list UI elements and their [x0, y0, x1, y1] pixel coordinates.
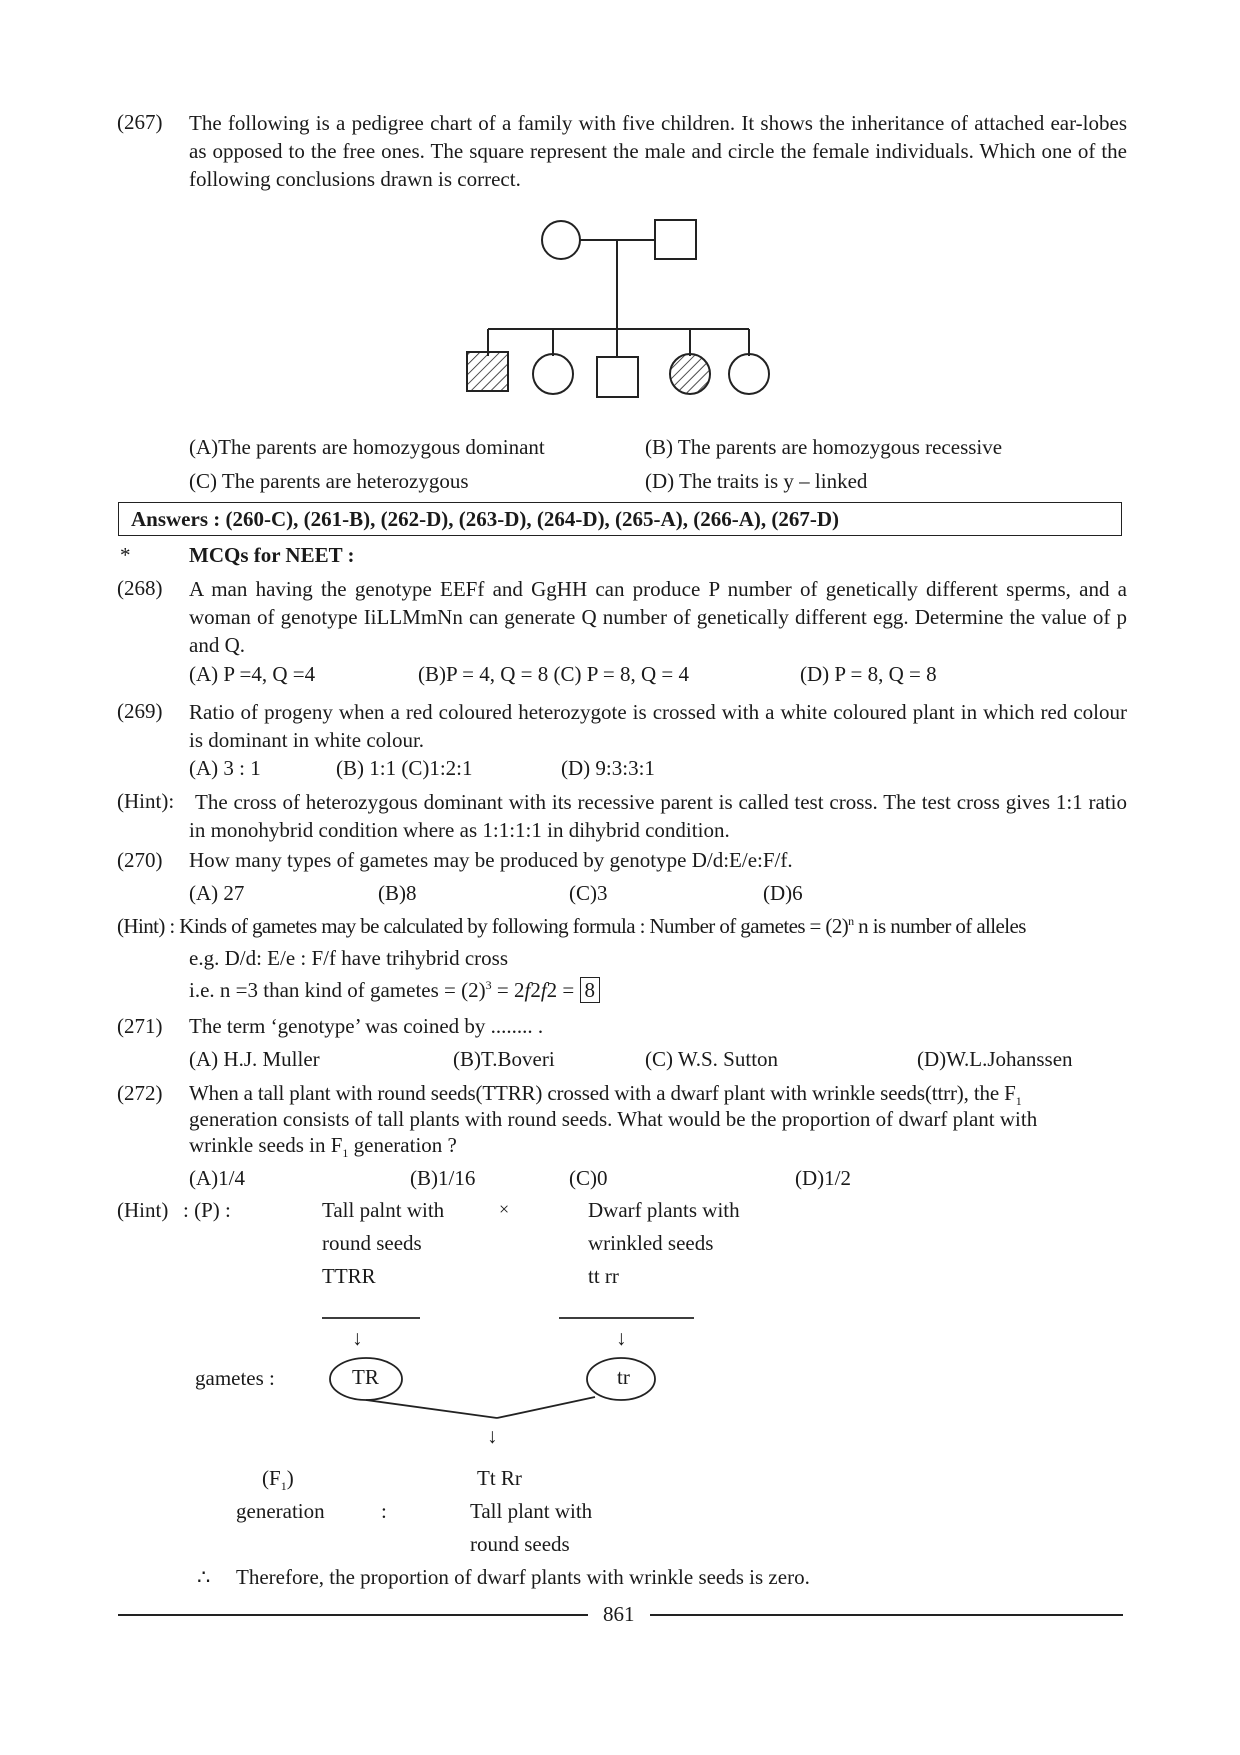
- parent1-line1: Tall palnt with: [322, 1198, 445, 1222]
- option-a: (A) P =4, Q =4: [189, 662, 316, 686]
- option-b: (B)1/16: [410, 1166, 476, 1190]
- f1-label-text: (F: [262, 1466, 281, 1490]
- generation-label: generation: [236, 1499, 325, 1523]
- gametes-label: gametes :: [195, 1366, 275, 1390]
- question-text: The following is a pedigree chart of a family with five children. It shows the inheritance of attached ear-lobes as opposed to the free ones. The square represent the male and circle the female individuals. Which one of the following conclusions drawn is correct.: [189, 111, 1127, 191]
- exponent: n: [848, 914, 854, 928]
- option-d: (D) P = 8, Q = 8: [800, 662, 937, 686]
- f1-phenotype-line1: Tall plant with: [470, 1499, 593, 1523]
- subscript: 1: [342, 1146, 349, 1161]
- parent-generation-label: : (P) :: [183, 1198, 231, 1222]
- hint-calc-f: f: [524, 978, 531, 1002]
- parent1-genotype: TTRR: [322, 1264, 376, 1288]
- option-b-c: (B) 1:1 (C)1:2:1: [336, 756, 473, 780]
- question-text: The term ‘genotype’ was coined by ........ .: [189, 1014, 544, 1038]
- subscript: 1: [280, 1479, 287, 1494]
- parent2-genotype: tt rr: [588, 1264, 619, 1288]
- subscript: 1: [1015, 1094, 1022, 1109]
- question-text: Ratio of progeny when a red coloured heterozygote is crossed with a white coloured plant in which red colour is dominant in white colour.: [189, 700, 1127, 752]
- option-c: (C) The parents are heterozygous: [189, 469, 469, 493]
- option-d: (D)6: [763, 881, 803, 905]
- page-number: 861: [603, 1602, 635, 1626]
- answer-key: Answers : (260-C), (261-B), (262-D), (263-D), (264-D), (265-A), (266-A), (267-D): [131, 507, 839, 531]
- question-number: (267): [117, 110, 163, 134]
- option-c: (C) W.S. Sutton: [645, 1047, 779, 1071]
- option-a: (A) 27: [189, 881, 245, 905]
- question-text: wrinkle seeds in F: [189, 1133, 343, 1157]
- gamete-tr-upper: TR: [352, 1365, 379, 1389]
- hint-text: The cross of heterozygous dominant with its recessive parent is called test cross. The test cross gives 1:1 ratio in monohybrid condition where as 1:1:1:1 in dihybrid condition.: [189, 790, 1127, 842]
- question-line: generation consists of tall plants with round seeds. What would be the proportion of dwarf plant with: [189, 1107, 1038, 1131]
- parent2-line1: Dwarf plants with: [588, 1198, 740, 1222]
- question-number: (268): [117, 576, 163, 600]
- question-text: When a tall plant with round seeds(TTRR) crossed with a dwarf plant with wrinkle seeds(ttrr), the F: [189, 1081, 1016, 1105]
- hint-calc-text: i.e. n =3 than kind of gametes = (2): [189, 978, 486, 1002]
- hint-example: e.g. D/d: E/e : F/f have trihybrid cross: [189, 946, 509, 970]
- conclusion: Therefore, the proportion of dwarf plants with wrinkle seeds is zero.: [236, 1565, 810, 1589]
- down-arrow: ↓: [616, 1326, 627, 1350]
- f1-genotype: Tt Rr: [477, 1466, 522, 1490]
- hint-calc-f: f: [540, 978, 547, 1002]
- option-b: (B)8: [378, 881, 417, 905]
- section-heading: MCQs for NEET :: [189, 543, 355, 567]
- f1-label-close: ): [286, 1466, 294, 1490]
- hint-calc-part: 2 =: [546, 978, 580, 1002]
- question-number: (270): [117, 848, 163, 872]
- question-number: (272): [117, 1081, 163, 1105]
- down-arrow: ↓: [352, 1326, 363, 1350]
- colon: :: [381, 1499, 387, 1523]
- question-text: A man having the genotype EEFf and GgHH can produce P number of genetically different sperms, and a woman of genotype IiLLMmNn can generate Q number of genetically different egg. Determine the value of p and Q.: [189, 577, 1127, 657]
- option-c: (C)3: [569, 881, 608, 905]
- f1-phenotype-line2: round seeds: [470, 1532, 570, 1556]
- question-number: (269): [117, 699, 163, 723]
- hint-label: (Hint): [117, 1198, 169, 1222]
- option-b: (B)T.Boveri: [453, 1047, 555, 1071]
- option-b: (B) The parents are homozygous recessive: [645, 435, 1003, 459]
- bullet-star: *: [120, 543, 131, 567]
- option-c: (C)0: [569, 1166, 608, 1190]
- down-arrow: ↓: [487, 1424, 498, 1448]
- hint-calc-part: = 2: [491, 978, 525, 1002]
- question-text: generation ?: [348, 1133, 457, 1157]
- option-d: (D)1/2: [795, 1166, 851, 1190]
- option-d: (D) 9:3:3:1: [561, 756, 655, 780]
- option-a: (A) H.J. Muller: [189, 1047, 320, 1071]
- f1-label: [262, 1466, 294, 1494]
- option-d: (D) The traits is y – linked: [645, 469, 868, 493]
- exponent: 3: [485, 978, 492, 992]
- footer-rule-right: [650, 1614, 1123, 1616]
- gamete-tr-lower: tr: [617, 1365, 630, 1389]
- parent2-line2: wrinkled seeds: [588, 1231, 714, 1255]
- option-a: (A)The parents are homozygous dominant: [189, 435, 545, 459]
- footer-rule-left: [118, 1614, 588, 1616]
- hint-formula-tail: n is number of alleles: [853, 914, 1026, 938]
- parent1-line2: round seeds: [322, 1231, 422, 1255]
- cross-symbol: ×: [499, 1199, 510, 1219]
- question-text: How many types of gametes may be produced by genotype D/d:E/e:F/f.: [189, 848, 793, 872]
- hint-calc-part: 2: [530, 978, 541, 1002]
- option-d: (D)W.L.Johanssen: [917, 1047, 1073, 1071]
- hint-label: (Hint):: [117, 789, 175, 813]
- therefore-symbol: ∴: [197, 1565, 211, 1589]
- option-a: (A)1/4: [189, 1166, 245, 1190]
- hint-formula-text: (Hint) : Kinds of gametes may be calculated by following formula : Number of gametes = (2): [117, 914, 849, 938]
- question-number: (271): [117, 1014, 163, 1038]
- boxed-answer: 8: [580, 977, 601, 1003]
- option-a: (A) 3 : 1: [189, 756, 261, 780]
- option-b-c: (B)P = 4, Q = 8 (C) P = 8, Q = 4: [418, 662, 689, 686]
